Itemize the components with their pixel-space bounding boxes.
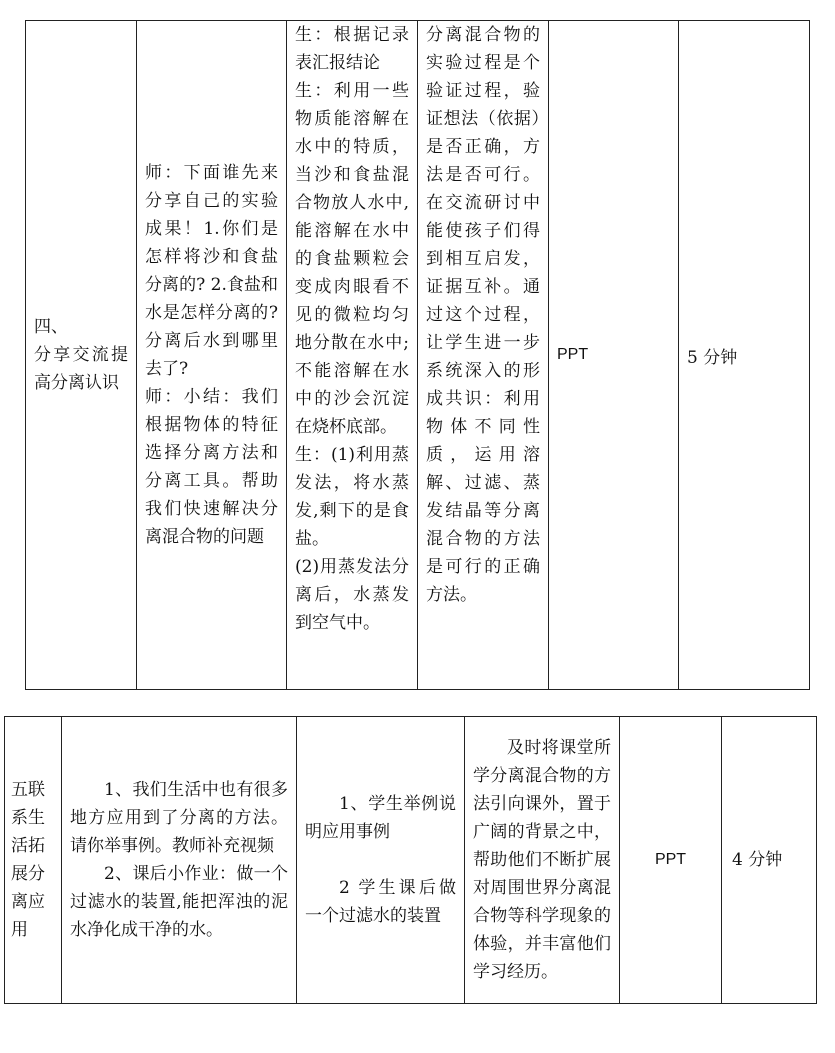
media-cell: [549, 21, 679, 690]
student-activity-text: 生：根据记录表汇报结论 生：利用一些物质能溶解在水中的特质，当沙和食盐混合物放人水中,能溶解在水中的食盐颗粒会变成肉眼看不见的微粒均匀地分散在水中;不能溶解在水中的沙会沉淀在烧杯底部。 生：(1)利用蒸发法，将水蒸发,剩下的是食盐。 (2)用蒸发法分离后，水蒸发到空气中。: [295, 25, 409, 633]
lesson-table-section-4: [25, 20, 810, 690]
phase-cell: [5, 717, 62, 1004]
media-label: PPT: [557, 346, 589, 363]
time-label: 4 分钟: [732, 850, 783, 870]
student-activity-cell: [287, 21, 418, 690]
design-intent-text: 分离混合物的实验过程是个验证过程，验证想法（依据）是否正确，方法是否可行。在交流研讨中能使孩子们得到相互启发，证据互补。通过这个过程，让学生进一步系统深入的形成共识：利用物体不同性质，运用溶解、过滤、蒸发结晶等分离混合物的方法是可行的正确方法。: [426, 25, 540, 605]
teacher-activity-item-2: 2、课后小作业：做一个过滤水的装置,能把浑浊的泥水净化成干净的水。: [70, 864, 288, 940]
phase-label: 四、 分享交流提高分离认识: [34, 317, 128, 393]
time-label: 5 分钟: [687, 347, 738, 368]
student-activity-item-1: 1、学生举例说明应用事例: [305, 794, 456, 842]
media-label: PPT: [654, 851, 687, 868]
student-activity-cell: [297, 717, 465, 1004]
teacher-activity-cell: [137, 21, 287, 690]
teacher-activity-item-1: 1、我们生活中也有很多地方应用到了分离的方法。请你举事例。教师补充视频: [70, 780, 288, 856]
time-cell: [722, 717, 817, 1004]
phase-cell: [26, 21, 137, 690]
design-intent-cell: [465, 717, 620, 1004]
teacher-activity-cell: [62, 717, 297, 1004]
time-cell: [679, 21, 810, 690]
teacher-activity-text: 师：下面谁先来分享自己的实验成果！1.你们是怎样将沙和食盐分离的? 2.食盐和水是怎样分离的?分离后水到哪里去了? 师：小结：我们根据物体的特征选择分离方法和分离工具。帮助我们快速解决分离混合物的问题: [145, 163, 278, 547]
lesson-table-section-5: [4, 716, 817, 1004]
design-intent-cell: [418, 21, 549, 690]
phase-label: 五联系生活拓展分离应用: [11, 780, 45, 940]
media-cell: [620, 717, 722, 1004]
design-intent-text: 及时将课堂所学分离混合物的方法引向课外，置于广阔的背景之中，帮助他们不断扩展对周围世界分离混合物等科学现象的体验，并丰富他们学习经历。: [473, 738, 611, 982]
student-activity-item-2: 2 学生课后做一个过滤水的装置: [305, 878, 456, 926]
